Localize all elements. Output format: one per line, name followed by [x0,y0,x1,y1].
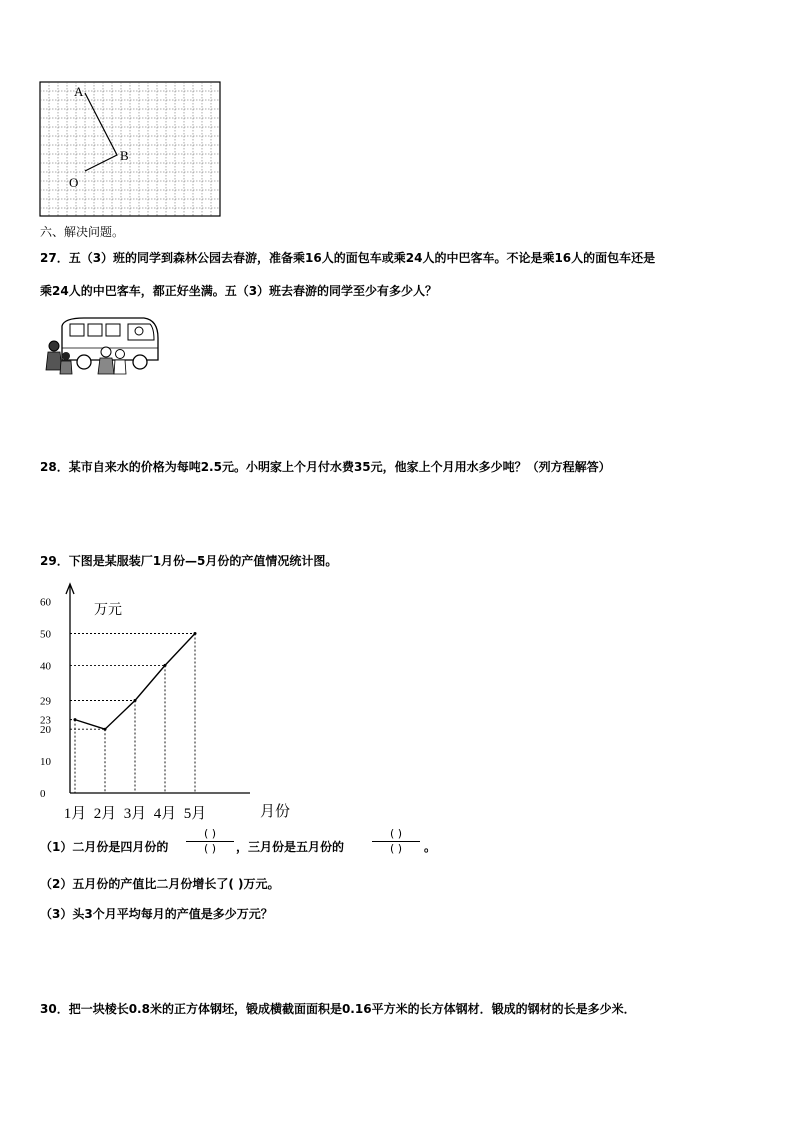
y-tick-label: 50 [40,628,51,641]
x-axis-label: 月份 [260,804,291,820]
grid-lines [40,82,220,216]
fraction-2-numerator: ( ) [389,827,403,840]
q27-line1: 27．五（3）班的同学到森林公园去春游，准备乘16人的面包车或乘24人的中巴客车。不论是乘16人的面包车还是 [40,251,656,265]
data-point [134,699,137,702]
q29-sub1-a: （1）二月份是四月份的 [40,840,169,854]
point-a-label: A [74,84,84,99]
q29-sub3: （3）头3个月平均每月的产值是多少万元？ [40,907,273,921]
q29-sub1-b: ，三月份是五月份的 [236,840,345,854]
data-point [194,632,197,635]
q29-text: 29．下图是某服装厂1月份—5月份的产值情况统计图。 [40,554,338,568]
section-title: 六、解决问题。 [40,225,125,239]
y-tick-label: 10 [40,756,51,769]
x-category-label: 4月 [153,806,177,822]
fraction-1-denominator: ( ) [203,842,217,855]
series-line [75,634,195,730]
y-tick-label: 23 [40,714,51,727]
x-category-labels [64,805,207,822]
data-point [104,728,107,731]
fraction-2-denominator: ( ) [389,842,403,855]
y-tick-label: 60 [40,596,51,609]
q30-text: 30．把一块棱长0.8米的正方体钢坯，锻成横截面面积是0.16平方米的长方体钢材．锻成的钢材的长是多少米． [40,1002,636,1016]
y-tick-label: 40 [40,660,51,673]
fraction-1-numerator: ( ) [203,827,217,840]
data-point [74,718,77,721]
q29-sub2: （2）五月份的产值比二月份增长了( )万元。 [40,877,280,891]
triangle-aob [85,93,117,171]
unit-label: 万元 [94,603,122,618]
bus-with-children-illustration [44,316,164,378]
y-tick-label: 0 [40,788,46,800]
data-points [74,632,197,731]
y-tick-label: 29 [40,695,51,708]
point-o-label: O [69,175,79,190]
x-category-label: 1月 [63,806,87,822]
grid-triangle-figure [38,80,222,218]
q27-line2: 乘24人的中巴客车，都正好坐满。五（3）班去春游的同学至少有多少人？ [40,284,438,298]
y-tick-label: 20 [40,724,51,737]
q29-sub1-c: 。 [424,840,437,854]
q28-text: 28．某市自来水的价格为每吨2.5元。小明家上个月付水费35元，他家上个月用水多少吨？（列方程解答） [40,460,611,474]
production-value-chart [20,580,320,825]
point-b-label: B [120,148,129,163]
fraction-blank-2[interactable] [372,828,420,855]
y-tick-labels [40,597,52,800]
x-category-label: 3月 [123,806,147,822]
x-category-label: 2月 [93,806,117,822]
fraction-blank-1[interactable] [186,828,234,855]
data-point [164,664,167,667]
reference-lines [70,634,195,794]
x-category-label: 5月 [183,806,207,822]
